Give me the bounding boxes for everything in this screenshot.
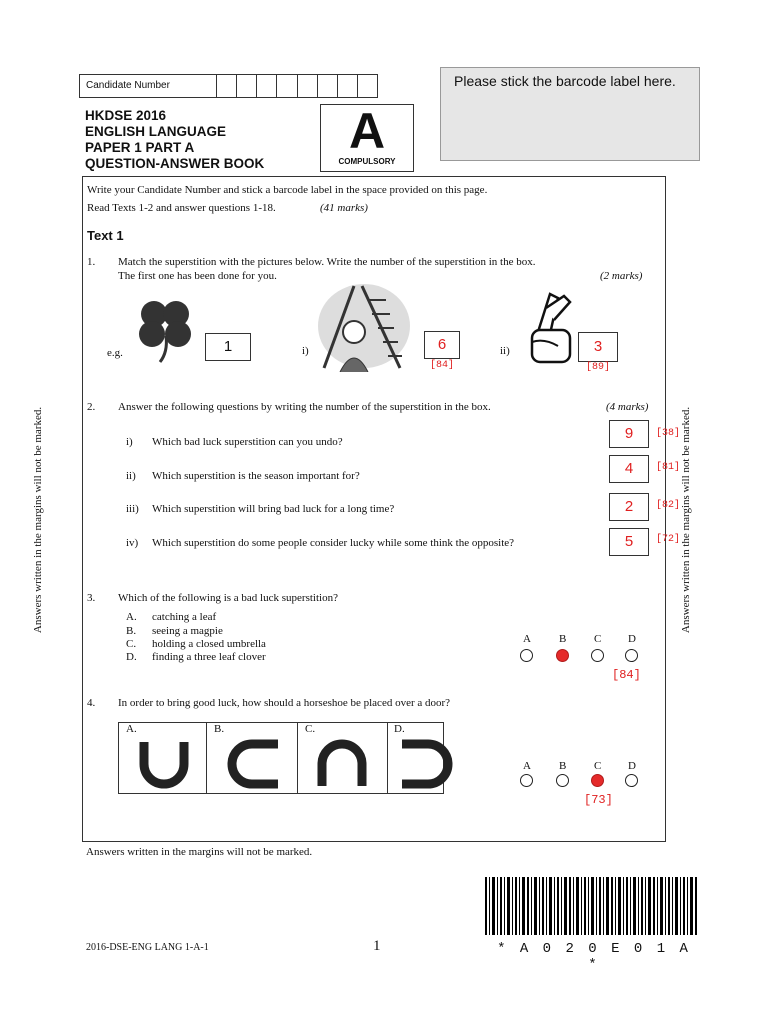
horseshoe-right-icon (398, 738, 458, 790)
barcode-text: * A 0 2 0 E 0 1 A * (489, 941, 699, 973)
q2-ref: [82] (656, 500, 681, 511)
page-number: 1 (373, 938, 381, 954)
q3-ref: [84] (612, 668, 641, 682)
q2-item-text: Which superstition is the season important for? (152, 470, 360, 482)
q2-answer-box[interactable]: 9 (609, 420, 649, 448)
candidate-digit-box[interactable] (217, 75, 237, 97)
q2-number: 2. (87, 401, 96, 413)
q1-marks: (2 marks) (600, 270, 643, 282)
instruction-marks: (41 marks) (320, 202, 368, 214)
candidate-digit-box[interactable] (298, 75, 318, 97)
q4-panel-label: D. (394, 723, 405, 735)
q3-option-letter: D. (126, 651, 137, 663)
q1-i-ref: [84] (430, 360, 455, 371)
candidate-digit-box[interactable] (358, 75, 377, 97)
q3-option-text: seeing a magpie (152, 625, 223, 637)
q3-bubble-b-selected[interactable] (556, 649, 569, 662)
q3-option-letter: B. (126, 625, 137, 637)
q2-ref: [38] (656, 428, 681, 439)
ladder-person-icon (316, 282, 412, 372)
margin-note-left: Answers written in the margins will not be marked. (32, 406, 44, 634)
q4-ref: [73] (584, 793, 613, 807)
q2-item-text: Which bad luck superstition can you undo? (152, 436, 343, 448)
q3-option-letter: C. (126, 638, 137, 650)
q2-item-label: iii) (126, 503, 139, 515)
q1-line-1: Match the superstition with the pictures below. Write the number of the superstition in the box. (118, 256, 536, 268)
instruction-line-1: Write your Candidate Number and stick a barcode label in the space provided on this page. (87, 184, 488, 196)
panel-divider (387, 722, 388, 794)
q3-bubble-letter: D (628, 633, 636, 645)
paper-title (85, 108, 264, 172)
horseshoe-up-icon (136, 738, 192, 790)
q1-ii-answer-box[interactable]: 3 (578, 332, 618, 362)
clover-icon (130, 296, 202, 366)
q3-number: 3. (87, 592, 96, 604)
q2-answer-box[interactable]: 4 (609, 455, 649, 483)
q4-bubble-b[interactable] (556, 774, 569, 787)
q3-bubble-letter: A (523, 633, 531, 645)
candidate-number-label: Candidate Number (80, 75, 217, 97)
q4-bubble-c-selected[interactable] (591, 774, 604, 787)
q1-ii-ref: [89] (586, 362, 611, 373)
title-line: HKDSE 2016 (85, 108, 167, 123)
q2-answer-box[interactable]: 5 (609, 528, 649, 556)
section-note: COMPULSORY (338, 157, 396, 166)
candidate-digit-box[interactable] (277, 75, 297, 97)
barcode-label-instruction: Please stick the barcode label here. (454, 73, 676, 89)
q3-bubble-a[interactable] (520, 649, 533, 662)
q3-option-text: holding a closed umbrella (152, 638, 266, 650)
q4-panel-label: C. (305, 723, 316, 735)
q2-item-label: ii) (126, 470, 136, 482)
q2-ref: [72] (656, 534, 681, 545)
q4-bubble-a[interactable] (520, 774, 533, 787)
q4-bubble-d[interactable] (625, 774, 638, 787)
margin-note-right: Answers written in the margins will not be marked. (680, 406, 692, 634)
candidate-digit-box[interactable] (257, 75, 277, 97)
q3-bubble-d[interactable] (625, 649, 638, 662)
q4-prompt: In order to bring good luck, how should a horseshoe be placed over a door? (118, 697, 451, 709)
panel-divider (206, 722, 207, 794)
text-heading: Text 1 (87, 228, 124, 243)
q2-item-text: Which superstition will bring bad luck for a long time? (152, 503, 395, 515)
q2-prompt: Answer the following questions by writing the number of the superstition in the box. (118, 401, 491, 413)
footer-note: Answers written in the margins will not be marked. (86, 846, 313, 858)
candidate-digit-box[interactable] (237, 75, 257, 97)
title-line: QUESTION-ANSWER BOOK (85, 156, 265, 171)
q2-item-label: i) (126, 436, 133, 448)
q1-i-answer-box[interactable]: 6 (424, 331, 460, 359)
q1-eg-answer-box: 1 (205, 333, 251, 361)
q3-option-text: finding a three leaf clover (152, 651, 266, 663)
section-letter: A (348, 103, 386, 159)
barcode-label-area (440, 67, 700, 161)
q1-eg-label: e.g. (107, 347, 123, 359)
q4-bubble-letter: B (559, 760, 567, 772)
q3-bubble-c[interactable] (591, 649, 604, 662)
title-line: ENGLISH LANGUAGE (85, 124, 227, 139)
q2-item-label: iv) (126, 537, 139, 549)
q3-option-text: catching a leaf (152, 611, 217, 623)
q4-panel-label: A. (126, 723, 137, 735)
q1-ii-label: ii) (500, 345, 510, 357)
q4-bubble-letter: A (523, 760, 531, 772)
q2-marks: (4 marks) (606, 401, 649, 413)
q4-bubble-letter: D (628, 760, 636, 772)
crossed-fingers-icon (524, 290, 576, 368)
candidate-number-field[interactable] (79, 74, 378, 98)
q1-i-label: i) (302, 345, 309, 357)
title-line: PAPER 1 PART A (85, 140, 195, 155)
section-a-badge (320, 104, 414, 172)
candidate-digit-box[interactable] (338, 75, 358, 97)
q4-bubble-letter: C (594, 760, 602, 772)
panel-divider (297, 722, 298, 794)
footer-code: 2016-DSE-ENG LANG 1-A-1 (86, 942, 209, 953)
barcode-icon (485, 877, 697, 939)
instruction-line-2: Read Texts 1-2 and answer questions 1-18. (87, 202, 276, 214)
q3-option-letter: A. (126, 611, 137, 623)
q3-bubble-letter: B (559, 633, 567, 645)
q3-bubble-letter: C (594, 633, 602, 645)
q4-panel-label: B. (214, 723, 225, 735)
horseshoe-down-icon (314, 738, 370, 790)
q2-answer-box[interactable]: 2 (609, 493, 649, 521)
q3-prompt: Which of the following is a bad luck superstition? (118, 592, 338, 604)
horseshoe-left-icon (222, 738, 282, 790)
q1-line-2: The first one has been done for you. (118, 270, 277, 282)
q4-number: 4. (87, 697, 96, 709)
q2-item-text: Which superstition do some people consider lucky while some think the opposite? (152, 537, 515, 549)
q2-ref: [81] (656, 462, 681, 473)
q1-number: 1. (87, 256, 96, 268)
candidate-digit-box[interactable] (318, 75, 338, 97)
